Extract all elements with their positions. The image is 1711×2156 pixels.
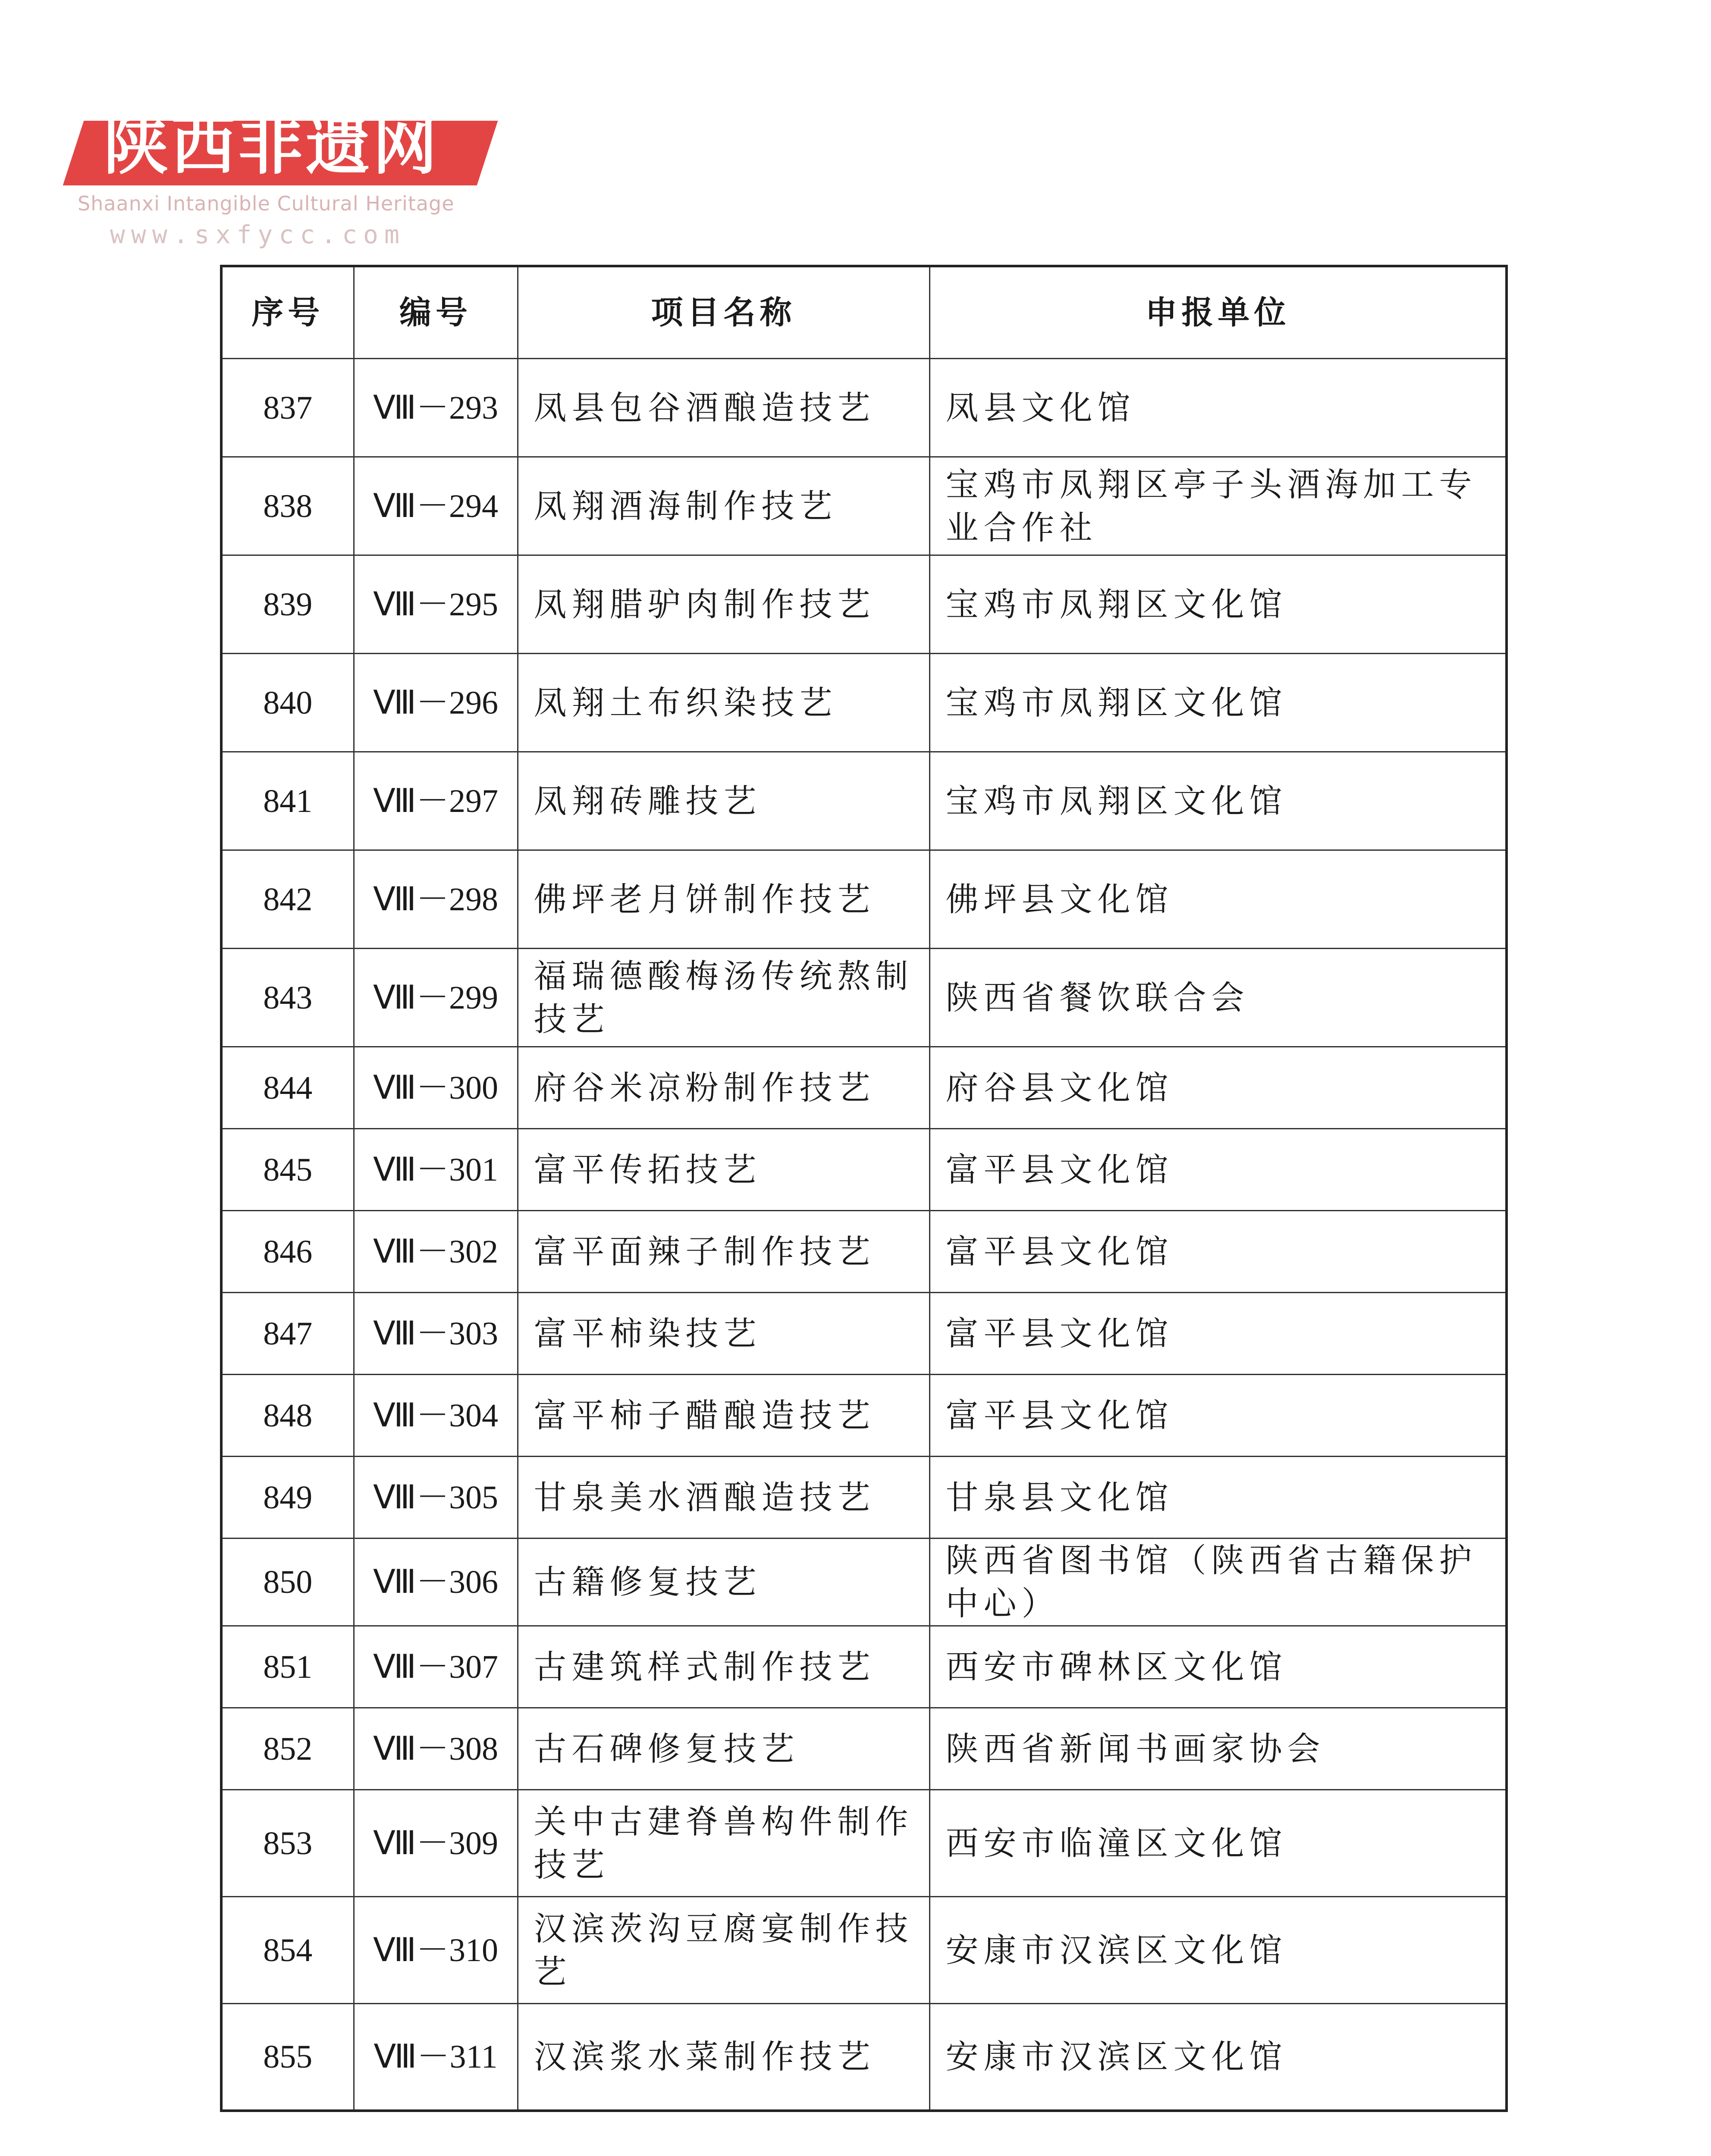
logo-url: www.sxfycc.com <box>110 220 405 249</box>
table-row <box>221 1539 1507 1626</box>
cell-serial: 855 <box>221 2004 354 2111</box>
cell-project-name: 凤翔酒海制作技艺 <box>518 457 929 555</box>
cell-applicant-unit: 富平县文化馆 <box>929 1375 1507 1457</box>
cell-applicant-unit: 宝鸡市凤翔区文化馆 <box>929 555 1507 654</box>
cell-applicant-unit: 安康市汉滨区文化馆 <box>929 1897 1507 2004</box>
table-row <box>221 1211 1507 1293</box>
cell-serial: 847 <box>221 1293 354 1375</box>
cell-applicant-unit: 富平县文化馆 <box>929 1129 1507 1211</box>
cell-serial: 843 <box>221 949 354 1047</box>
cell-applicant-unit: 佛坪县文化馆 <box>929 850 1507 949</box>
cell-applicant-unit: 西安市临潼区文化馆 <box>929 1790 1507 1897</box>
cell-serial: 844 <box>221 1047 354 1129</box>
cell-serial: 840 <box>221 654 354 752</box>
cell-project-name: 汉滨浆水菜制作技艺 <box>518 2004 929 2111</box>
cell-serial: 853 <box>221 1790 354 1897</box>
cell-code: Ⅷ－302 <box>354 1211 518 1293</box>
cell-code: Ⅷ－304 <box>354 1375 518 1457</box>
cell-serial: 838 <box>221 457 354 555</box>
cell-code: Ⅷ－297 <box>354 752 518 850</box>
cell-project-name: 关中古建脊兽构件制作技艺 <box>518 1790 929 1897</box>
cell-serial: 854 <box>221 1897 354 2004</box>
cell-project-name: 凤翔腊驴肉制作技艺 <box>518 555 929 654</box>
table-row <box>221 457 1507 555</box>
cell-applicant-unit: 陕西省餐饮联合会 <box>929 949 1507 1047</box>
cell-serial: 852 <box>221 1708 354 1790</box>
table-row <box>221 1457 1507 1539</box>
table-row <box>221 555 1507 654</box>
table-row <box>221 1897 1507 2004</box>
cell-project-name: 古石碑修复技艺 <box>518 1708 929 1790</box>
cell-code: Ⅷ－293 <box>354 359 518 457</box>
cell-project-name: 富平柿染技艺 <box>518 1293 929 1375</box>
cell-project-name: 府谷米凉粉制作技艺 <box>518 1047 929 1129</box>
cell-project-name: 古建筑样式制作技艺 <box>518 1626 929 1708</box>
table-header-row <box>221 266 1507 359</box>
table-row <box>221 850 1507 949</box>
cell-serial: 837 <box>221 359 354 457</box>
cell-code: Ⅷ－300 <box>354 1047 518 1129</box>
cell-applicant-unit: 安康市汉滨区文化馆 <box>929 2004 1507 2111</box>
table-row <box>221 1375 1507 1457</box>
table-row <box>221 359 1507 457</box>
cell-serial: 841 <box>221 752 354 850</box>
cell-code: Ⅷ－311 <box>354 2004 518 2111</box>
cell-code: Ⅷ－306 <box>354 1539 518 1626</box>
header-serial: 序号 <box>221 266 354 359</box>
header-code: 编号 <box>354 266 518 359</box>
cell-serial: 849 <box>221 1457 354 1539</box>
table-row <box>221 654 1507 752</box>
cell-code: Ⅷ－305 <box>354 1457 518 1539</box>
cell-applicant-unit: 甘泉县文化馆 <box>929 1457 1507 1539</box>
cell-code: Ⅷ－295 <box>354 555 518 654</box>
cell-code: Ⅷ－294 <box>354 457 518 555</box>
cell-project-name: 汉滨茨沟豆腐宴制作技艺 <box>518 1897 929 2004</box>
cell-project-name: 富平传拓技艺 <box>518 1129 929 1211</box>
cell-applicant-unit: 富平县文化馆 <box>929 1293 1507 1375</box>
table-row <box>221 1790 1507 1897</box>
cell-serial: 846 <box>221 1211 354 1293</box>
cell-serial: 848 <box>221 1375 354 1457</box>
cell-serial: 850 <box>221 1539 354 1626</box>
logo-title: 陕西非遗网 <box>104 108 440 183</box>
cell-serial: 851 <box>221 1626 354 1708</box>
cell-applicant-unit: 西安市碑林区文化馆 <box>929 1626 1507 1708</box>
table-body <box>221 359 1507 2111</box>
cell-project-name: 富平面辣子制作技艺 <box>518 1211 929 1293</box>
cell-project-name: 古籍修复技艺 <box>518 1539 929 1626</box>
cell-code: Ⅷ－303 <box>354 1293 518 1375</box>
cell-code: Ⅷ－309 <box>354 1790 518 1897</box>
cell-code: Ⅷ－308 <box>354 1708 518 1790</box>
cell-code: Ⅷ－298 <box>354 850 518 949</box>
table-row <box>221 752 1507 850</box>
cell-applicant-unit: 府谷县文化馆 <box>929 1047 1507 1129</box>
cell-project-name: 富平柿子醋酿造技艺 <box>518 1375 929 1457</box>
cell-code: Ⅷ－296 <box>354 654 518 752</box>
cell-applicant-unit: 陕西省新闻书画家协会 <box>929 1708 1507 1790</box>
cell-applicant-unit: 宝鸡市凤翔区文化馆 <box>929 654 1507 752</box>
cell-applicant-unit: 凤县文化馆 <box>929 359 1507 457</box>
cell-code: Ⅷ－307 <box>354 1626 518 1708</box>
table-row <box>221 949 1507 1047</box>
site-watermark-logo <box>73 93 496 248</box>
cell-code: Ⅷ－299 <box>354 949 518 1047</box>
cell-project-name: 佛坪老月饼制作技艺 <box>518 850 929 949</box>
table-row <box>221 1626 1507 1708</box>
table-row <box>221 1293 1507 1375</box>
cell-project-name: 凤翔土布织染技艺 <box>518 654 929 752</box>
cell-applicant-unit: 宝鸡市凤翔区亭子头酒海加工专业合作社 <box>929 457 1507 555</box>
cell-project-name: 甘泉美水酒酿造技艺 <box>518 1457 929 1539</box>
cell-project-name: 凤县包谷酒酿造技艺 <box>518 359 929 457</box>
cell-project-name: 福瑞德酸梅汤传统熬制技艺 <box>518 949 929 1047</box>
cell-code: Ⅷ－301 <box>354 1129 518 1211</box>
cell-serial: 845 <box>221 1129 354 1211</box>
cell-applicant-unit: 宝鸡市凤翔区文化馆 <box>929 752 1507 850</box>
table-row <box>221 1047 1507 1129</box>
cell-project-name: 凤翔砖雕技艺 <box>518 752 929 850</box>
cell-code: Ⅷ－310 <box>354 1897 518 2004</box>
header-project-name: 项目名称 <box>518 266 929 359</box>
cell-serial: 839 <box>221 555 354 654</box>
cell-serial: 842 <box>221 850 354 949</box>
table-row <box>221 1708 1507 1790</box>
table-row <box>221 2004 1507 2111</box>
heritage-project-table <box>220 265 1508 2112</box>
cell-applicant-unit: 富平县文化馆 <box>929 1211 1507 1293</box>
logo-subtitle: Shaanxi Intangible Cultural Heritage <box>78 192 455 215</box>
table-row <box>221 1129 1507 1211</box>
cell-applicant-unit: 陕西省图书馆（陕西省古籍保护中心） <box>929 1539 1507 1626</box>
header-applicant-unit: 申报单位 <box>929 266 1507 359</box>
